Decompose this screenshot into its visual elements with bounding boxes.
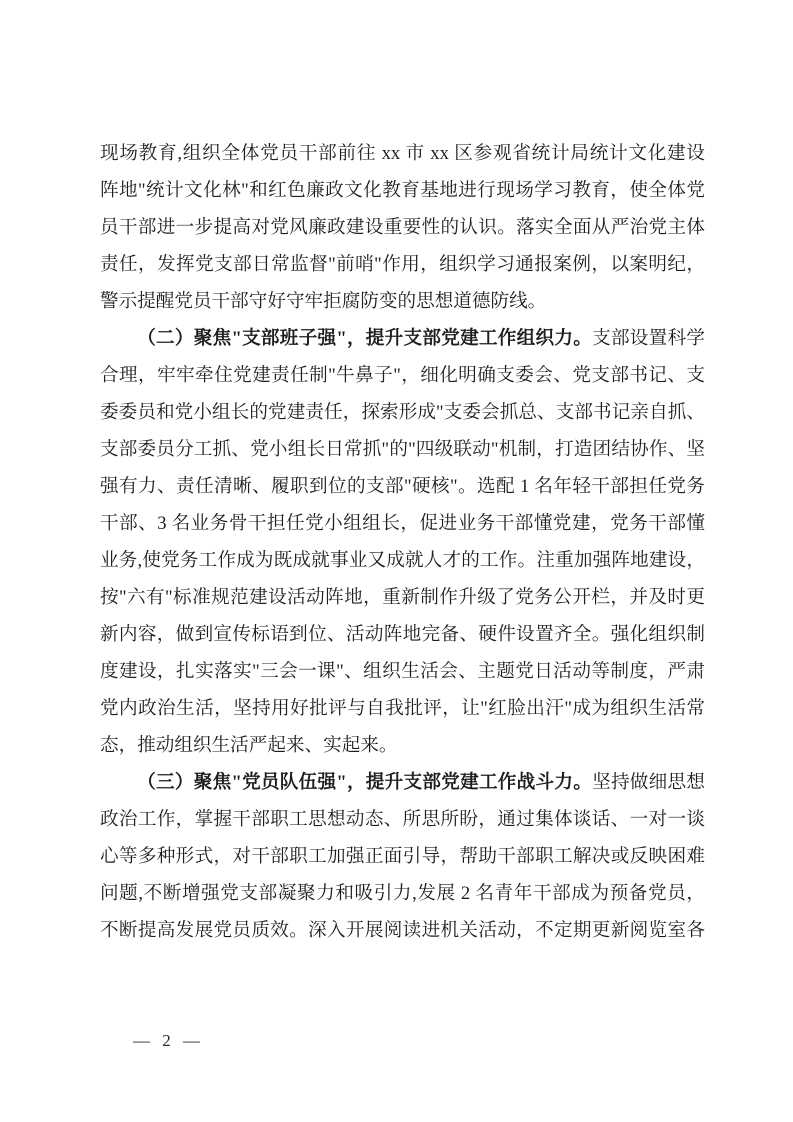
text-line: [100, 505, 705, 542]
body-text: 按"六有"标准规范建设活动阵地，重新制作升级了党务公开栏，并及时更: [100, 587, 705, 608]
text-line: [100, 431, 705, 468]
body-text: 强有力、责任清晰、履职到位的支部"硬核"。选配 1 名年轻干部担任党务: [100, 476, 705, 497]
text-line: [100, 135, 705, 172]
section-heading-text: （二）聚焦"支部班子强"，提升支部党建工作组织力。: [137, 328, 593, 349]
text-line: [100, 246, 705, 283]
body-text: 问题,不断增强党支部凝聚力和吸引力,发展 2 名青年干部成为预备党员，: [100, 883, 705, 904]
body-text: 态，推动组织生活严起来、实起来。: [100, 735, 398, 756]
text-line: [100, 209, 705, 246]
body-text: 不断提高发展党员质效。深入开展阅读进机关活动，不定期更新阅览室各: [100, 920, 705, 941]
body-text: 合理，牢牢牵住党建责任制"牛鼻子"，细化明确支委会、党支部书记、支: [100, 365, 705, 386]
text-line: [100, 579, 705, 616]
body-text: 坚持做细思想: [592, 772, 705, 793]
text-line: [100, 616, 705, 653]
section-heading-line: [100, 320, 705, 357]
text-line: [100, 357, 705, 394]
text-line: [100, 912, 705, 949]
body-text: 员干部进一步提高对党风廉政建设重要性的认识。落实全面从严治党主体: [100, 217, 705, 238]
text-line: [100, 394, 705, 431]
section-heading-text: （三）聚焦"党员队伍强"，提升支部党建工作战斗力。: [137, 772, 593, 793]
text-line: [100, 172, 705, 209]
text-line: [100, 801, 705, 838]
body-text: 新内容，做到宣传标语到位、活动阵地完备、硬件设置齐全。强化组织制: [100, 624, 705, 645]
body-text: 政治工作，掌握干部职工思想动态、所思所盼，通过集体谈话、一对一谈: [100, 809, 705, 830]
text-line: [100, 875, 705, 912]
text-line: [100, 542, 705, 579]
text-line: [100, 838, 705, 875]
body-text: 度建设，扎实落实"三会一课"、组织生活会、主题党日活动等制度，严肃: [100, 661, 705, 682]
text-line: [100, 653, 705, 690]
body-text: 党内政治生活，坚持用好批评与自我批评，让"红脸出汗"成为组织生活常: [100, 698, 705, 719]
body-text: 阵地"统计文化林"和红色廉政文化教育基地进行现场学习教育，使全体党: [100, 180, 705, 201]
text-line: [100, 468, 705, 505]
text-line: [100, 727, 705, 764]
body-text: 干部、3 名业务骨干担任党小组组长，促进业务干部懂党建，党务干部懂: [100, 513, 705, 534]
body-text: 心等多种形式，对干部职工加强正面引导，帮助干部职工解决或反映困难: [100, 846, 705, 867]
text-line: [100, 690, 705, 727]
body-text: 支部委员分工抓、党小组长日常抓"的"四级联动"机制，打造团结协作、坚: [100, 439, 705, 460]
body-text: 现场教育,组织全体党员干部前往 xx 市 xx 区参观省统计局统计文化建设: [100, 143, 705, 164]
body-text: 支部设置科学: [592, 328, 705, 349]
document-body: [100, 135, 705, 949]
section-heading-line: [100, 764, 705, 801]
body-text: 业务,使党务工作成为既成就事业又成就人才的工作。注重加强阵地建设，: [100, 550, 705, 571]
body-text: 责任，发挥党支部日常监督"前哨"作用，组织学习通报案例，以案明纪，: [100, 254, 705, 275]
text-line: [100, 283, 705, 320]
body-text: 委委员和党小组长的党建责任，探索形成"支委会抓总、支部书记亲自抓、: [100, 402, 705, 423]
body-text: 警示提醒党员干部守好守牢拒腐防变的思想道德防线。: [100, 291, 547, 312]
page-number: — 2 —: [133, 1031, 202, 1050]
